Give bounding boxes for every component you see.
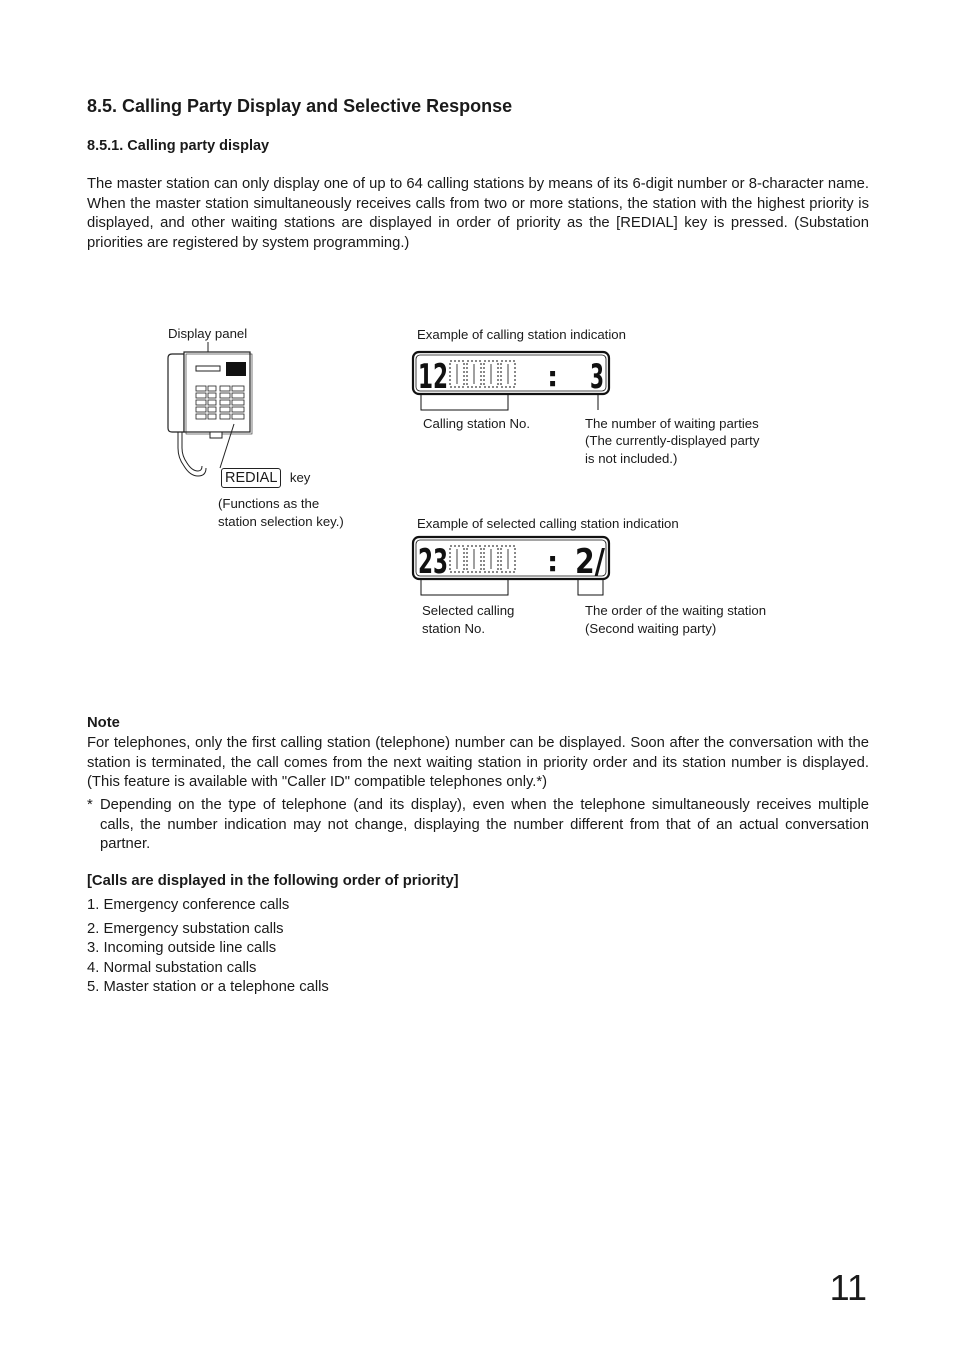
example1-station-label: Calling station No. xyxy=(423,416,531,431)
example2-station-label-2: station No. xyxy=(422,621,486,636)
list-item: 5. Master station or a telephone calls xyxy=(87,979,329,995)
priority-heading: [Calls are displayed in the following order of priority] xyxy=(87,873,459,889)
example2-count: 2/ xyxy=(575,542,606,582)
example2-count-label-1: The order of the waiting station xyxy=(585,603,767,618)
page-number: 11 xyxy=(829,1267,867,1308)
example1-caption: Example of calling station indication xyxy=(417,327,626,342)
note-text: For telephones, only the first calling station (telephone) number can be displayed. Soon after the conversation with the station is terminated, the call comes from the next waiting station in priority order and its station number is displayed. (This feature is available with "Caller ID" compatible telephones only.*) xyxy=(87,735,869,790)
intro-paragraph: The master station can only display one of up to 64 calling stations by means of its 6-digit number or 8-character name. When the master station simultaneously receives calls from two or more stations, the station with the highest priority is displayed, and other waiting stations are displayed in order of priority as the [REDIAL] key is pressed. (Substation priorities are registered by system programming.) xyxy=(87,176,869,251)
example2-caption: Example of selected calling station indication xyxy=(417,516,679,531)
redial-note-line1: (Functions as the xyxy=(218,496,320,511)
footnote-star: * xyxy=(87,797,93,813)
example2-colon: : xyxy=(547,545,559,578)
list-item: 4. Normal substation calls xyxy=(87,960,257,976)
example2-lcd xyxy=(410,535,615,600)
subsection-title: 8.5.1. Calling party display xyxy=(87,138,270,154)
example2-station-digits: 23 xyxy=(418,542,448,582)
example1-count-label-2: (The currently-displayed party xyxy=(585,433,760,448)
list-item: 3. Incoming outside line calls xyxy=(87,940,277,956)
list-item: 2. Emergency substation calls xyxy=(87,921,284,937)
section-title: 8.5. Calling Party Display and Selective Response xyxy=(87,96,513,116)
note-heading: Note xyxy=(87,715,120,731)
redial-key-callout xyxy=(221,468,310,488)
example1-count-label-3: is not included.) xyxy=(585,451,678,466)
display-panel-label: Display panel xyxy=(168,326,248,341)
example1-station-digits: 12 xyxy=(418,357,448,397)
key-word: key xyxy=(289,470,311,485)
note-footnote xyxy=(87,796,869,855)
example2-count-label-2: (Second waiting party) xyxy=(585,621,717,636)
example1-count-label-1: The number of waiting parties xyxy=(585,416,759,431)
footnote-text: Depending on the type of telephone (and its display), even when the telephone simultaneously receives multiple calls, the number indication may not change, displaying the number different from that of an actual conversation partner. xyxy=(100,797,869,852)
example1-colon: : xyxy=(547,360,559,393)
example2-station-label-1: Selected calling xyxy=(422,603,515,618)
example1-count: 3 xyxy=(590,357,604,397)
redial-note-line2: station selection key.) xyxy=(218,514,344,529)
redial-key: REDIAL xyxy=(221,468,281,488)
list-item: 1. Emergency conference calls xyxy=(87,897,290,913)
example1-lcd xyxy=(410,350,615,415)
